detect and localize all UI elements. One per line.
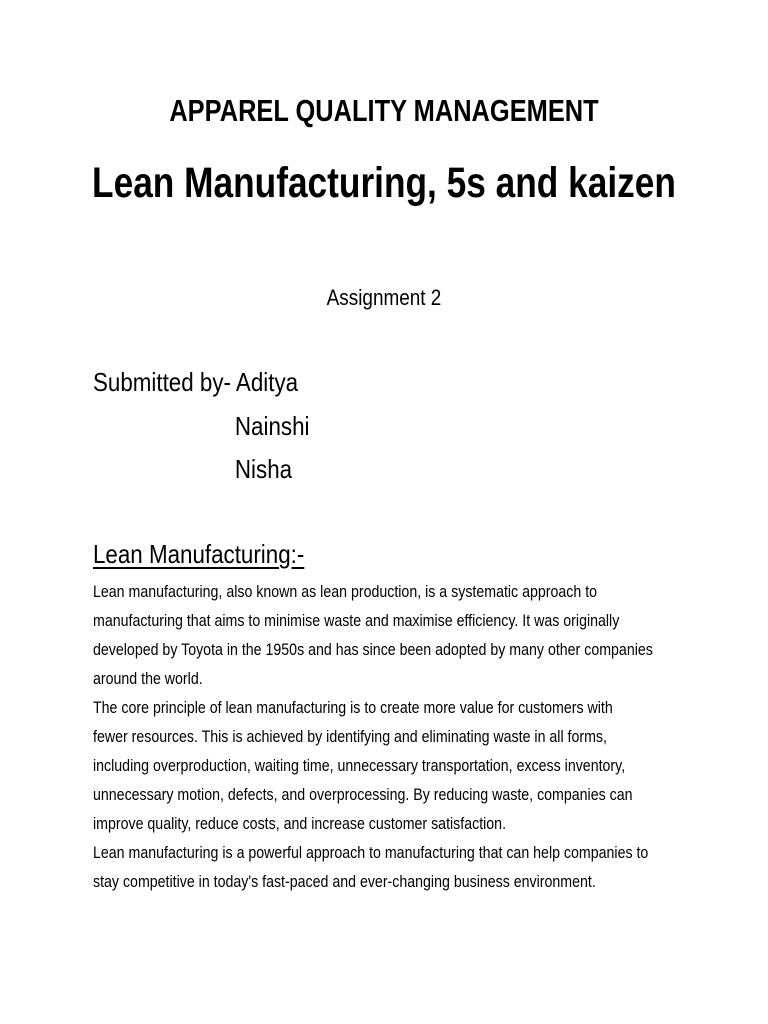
body-line: Lean manufacturing is a powerful approach to manufacturing that can help companies to (93, 844, 649, 862)
body-line: improve quality, reduce costs, and increase customer satisfaction. (93, 815, 507, 833)
submitted-by-label: Submitted by- (93, 367, 231, 397)
member-name: Aditya (235, 367, 299, 397)
body-line: fewer resources. This is achieved by identifying and eliminating waste in all forms, (93, 728, 607, 746)
section-body (93, 578, 678, 897)
member-name: Nisha (234, 454, 293, 484)
body-line: including overproduction, waiting time, unnecessary transportation, excess inventory, (93, 757, 626, 775)
body-line: stay competitive in today's fast-paced and ever-changing business environment. (93, 873, 596, 891)
body-line: around the world. (93, 670, 203, 688)
assignment-label: Assignment 2 (326, 285, 442, 310)
document-title: Lean Manufacturing, 5s and kaizen (92, 159, 676, 207)
body-line: The core principle of lean manufacturing is to create more value for customers with (93, 699, 613, 717)
member-name: Nainshi (234, 411, 310, 441)
body-line: manufacturing that aims to minimise waste and maximise efficiency. It was originally (93, 612, 620, 630)
body-line: unnecessary motion, defects, and overprocessing. By reducing waste, companies can (93, 786, 633, 804)
course-title: APPAREL QUALITY MANAGEMENT (169, 93, 599, 128)
body-line: developed by Toyota in the 1950s and has since been adopted by many other companies (93, 641, 653, 659)
section-heading: Lean Manufacturing:- (93, 539, 305, 569)
body-line: Lean manufacturing, also known as lean production, is a systematic approach to (93, 583, 598, 601)
submitted-by-row (93, 366, 298, 398)
